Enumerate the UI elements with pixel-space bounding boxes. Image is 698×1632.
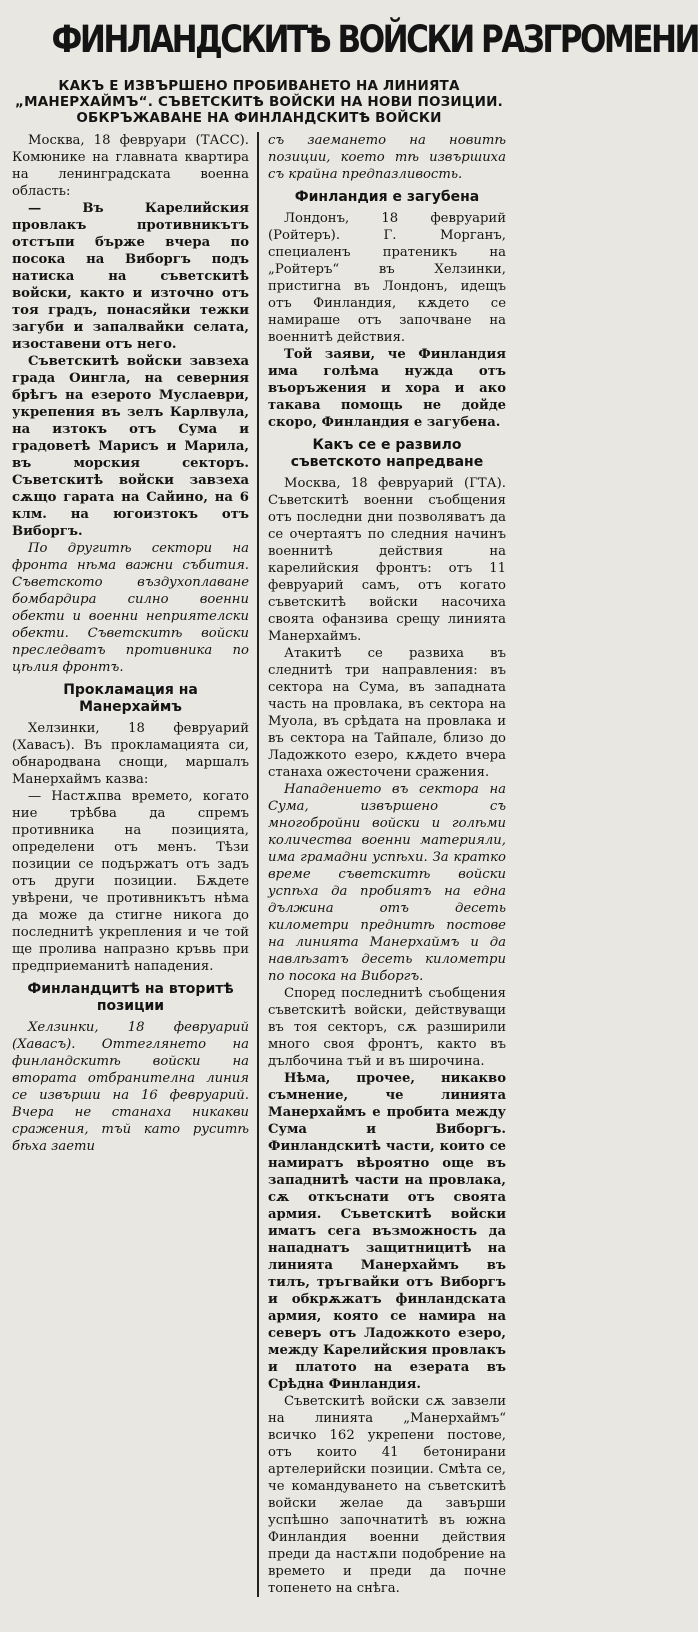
article-paragraph: — Въ Карелийския провлакъ противникътъ отстъпи бърже вчера по посока на Виборгъ подъ натиска на съветскитѣ войски, както и източно отъ тоя градъ, понасяйки тежки загуби и запалвайки селата, изоставени отъ него. bbox=[12, 201, 249, 352]
article-paragraph: Той заяви, че Финландия има голѣма нужда отъ въоръжения и хора и ако такава помощь не дойде скоро, Финландия е загубена. bbox=[268, 347, 506, 430]
left-column bbox=[12, 132, 259, 1597]
article-paragraph: Атакитѣ се развиха въ следнитѣ три направления: въ сектора на Сума, въ западната часть на провлака, въ сектора на Муола, въ срѣдата на провлака и въ сектора на Тайпале, близо до Ладожкото езеро, кѫдето вчера станаха ожесточени сражения. bbox=[268, 646, 506, 780]
right-column bbox=[259, 132, 506, 1597]
article-paragraph: Москва, 18 февруарий (ГТА). Съветскитѣ военни съобщения отъ последни дни позволяватъ да се очертаятъ по следния начинъ военнитѣ действия на карелийския фронтъ: отъ 11 февруарий самъ, отъ когато съветскитѣ войски насочиха своята офанзива срещу линията Манерхаймъ. bbox=[268, 476, 506, 644]
article-paragraph: Хелзинки, 18 февруарий (Хавасъ). Оттеглянето на финландскитѣ войски на втората отбранителна линия се извърши на 16 февруарий. Вчера не станаха никакви сражения, тъй като руситѣ бѣха заети bbox=[12, 1020, 249, 1154]
article-paragraph: Хелзинки, 18 февруарий (Хавасъ). Въ прокламацията си, обнародвана снощи, маршалъ Манерхаймъ казва: bbox=[12, 721, 249, 787]
headline: ФИНЛАНДСКИТѢ ВОЙСКИ РАЗГРОМЕНИ bbox=[51, 18, 698, 61]
article-paragraph: Съветскитѣ войски завзеха града Оингла, на северния брѣгъ на езерото Муслаеври, укрепения въ зелъ Карлвула, на изтокъ отъ Сума и градоветѣ Марисъ и Марила, въ морския секторъ. Съветскитѣ войски завзеха сѫщо гарата на Сайино, на 6 клм. на югоизтокъ отъ Виборгъ. bbox=[12, 354, 249, 539]
continued-paragraph: съ заемането на новитѣ позиции, което тѣ извършиха съ крайна предпазливость. bbox=[268, 133, 506, 182]
article-paragraph: Според последнитѣ съобщения съветскитѣ войски, действуващи въ тоя секторъ, сѫ разширили много своя фронтъ, както въ дълбочина тъй и въ широчина. bbox=[268, 986, 506, 1069]
article-paragraph: Нѣма, прочее, никакво съмнение, че линията Манерхаймъ е пробита между Сума и Виборгъ. Финландскитѣ части, които се намиратъ вѣроятно още въ западнитѣ части на провлака, сѫ откъснати отъ своята армия. Съветскитѣ войски иматъ сега възможность да нападнатъ защитницитѣ на линията Манерхаймъ въ тилъ, тръгвайки отъ Виборгъ и обкрѫжатъ финландската армия, която се намира на северъ отъ Ладожкото езеро, между Карелийския провлакъ и платото на езерата въ Срѣдна Финландия. bbox=[268, 1071, 506, 1392]
dateline-paragraph: Москва, 18 февруари (ТАСС). Комюнике на главната квартира на ленинградската военна область: bbox=[12, 133, 249, 199]
section-heading: Какъ се е развило съветското напредване bbox=[290, 437, 484, 470]
section-heading: Финландия е загубена bbox=[294, 189, 480, 205]
section-heading: Прокламация на Манерхаймъ bbox=[63, 682, 198, 715]
article-paragraph: — Настѫпва времето, когато ние трѣбва да спремъ противника на позицията, определени отъ менъ. Тѣзи позиции се подържатъ отъ задъ отъ други позиции. Бѫдете увѣрени, че противникътъ нѣма да може да стигне никога до последнитѣ укрепления и че той ще пролива напразно кръвь при предприеманитѣ нападения. bbox=[12, 789, 249, 974]
article-paragraph: Нападението въ сектора на Сума, извършено съ многобройни войски и голѣми количества военни материяли, има грамадни успѣхи. За кратко време съветскитѣ войски успѣха да пробиятъ на една дължина отъ десеть километри преднитѣ постове на линията Манерхаймъ и да навлѣзатъ десеть километри по посока на Виборгъ. bbox=[268, 782, 506, 984]
article-paragraph: По другитѣ сектори на фронта нѣма важни събития. Съветското въздухоплаване бомбардира силно военни обекти и военни неприятелски обекти. Съветскитѣ войски преследватъ противника по цѣлия фронтъ. bbox=[12, 541, 249, 675]
article-paragraph: Лондонъ, 18 февруарий (Ройтеръ). Г. Морганъ, специаленъ пратеникъ на „Ройтеръ“ въ Хелзинки, пристигна въ Лондонъ, идещъ отъ Финландия, кѫдето се намираше отъ започване на военнитѣ действия. bbox=[268, 211, 506, 345]
section-heading: Финландцитѣ на вторитѣ позиции bbox=[27, 981, 234, 1014]
article-columns bbox=[12, 132, 506, 1597]
article-paragraph: Съветскитѣ войски сѫ завзели на линията „Манерхаймъ“ всичко 162 укрепени постове, отъ които 41 бетонирани артелерийски позиции. Смѣта се, че командуването на съветскитѣ войски желае да завърши успѣшно започнатитѣ въ южна Финландия военни действия преди да настѫпи подобрение на времето и преди да почне топенето на снѣга. bbox=[268, 1394, 506, 1596]
subheadline: КАКЪ Е ИЗВЪРШЕНО ПРОБИВАНЕТО НА ЛИНИЯТА „МАНЕРХАЙМЪ“. СЪВЕТСКИТѢ ВОЙСКИ НА НОВИ ПОЗИЦИИ. ОБКРЪЖАВАНЕ НА ФИНЛАНДСКИТѢ ВОЙСКИ bbox=[15, 78, 503, 126]
